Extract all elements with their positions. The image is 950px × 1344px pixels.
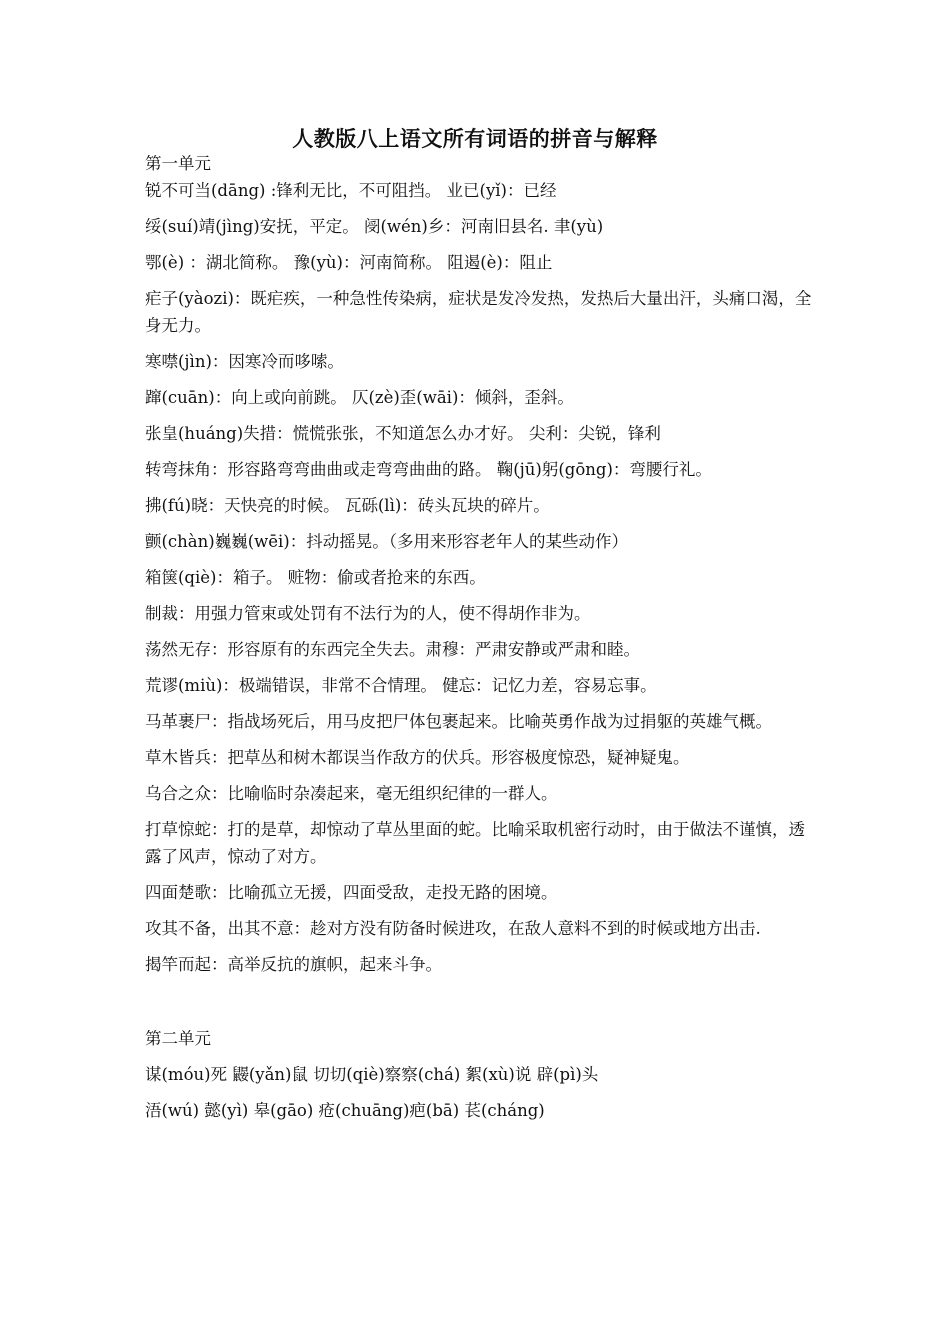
vocab-entry: 疟子(yàozi)：既疟疾，一种急性传染病，症状是发冷发热，发热后大量出汗，头痛口渴，全身无力。 [145, 289, 812, 335]
vocab-entry: 箱箧(qiè)：箱子。 赃物：偷或者抢来的东西。 [145, 568, 486, 587]
vocab-entry: 攻其不备，出其不意：趁对方没有防备时候进攻，在敌人意料不到的时候或地方出击. [145, 919, 761, 938]
document-title: 人教版八上语文所有词语的拼音与解释 [292, 126, 658, 151]
vocab-entry: 草木皆兵：把草丛和树木都误当作敌方的伏兵。形容极度惊恐，疑神疑鬼。 [145, 748, 690, 767]
vocab-entry: 浯(wú) 懿(yì) 皋(gāo) 疮(chuāng)疤(bā) 苌(cháng) [145, 1101, 545, 1120]
vocab-entry: 拂(fú)晓：天快亮的时候。 瓦砾(lì)：砖头瓦块的碎片。 [145, 496, 550, 515]
document-body [145, 150, 815, 1133]
vocab-entry: 四面楚歌：比喻孤立无援，四面受敌，走投无路的困境。 [145, 883, 558, 902]
vocab-entry: 颤(chàn)巍巍(wēi)：抖动摇晃。（多用来形容老年人的某些动作） [145, 532, 628, 551]
vocab-entry: 寒噤(jìn)：因寒冷而哆嗦。 [145, 352, 344, 371]
vocab-entry: 张皇(huáng)失措：慌慌张张，不知道怎么办才好。 尖利：尖锐，锋利 [145, 424, 661, 443]
unit-1-heading: 第一单元 [145, 154, 211, 173]
vocab-entry: 乌合之众：比喻临时杂凑起来，毫无组织纪律的一群人。 [145, 784, 558, 803]
vocab-entry: 荡然无存：形容原有的东西完全失去。肃穆：严肃安静或严肃和睦。 [145, 640, 640, 659]
unit-2-heading: 第二单元 [145, 1029, 211, 1048]
vocab-entry: 蹿(cuān)：向上或向前跳。 仄(zè)歪(wāi)：倾斜，歪斜。 [145, 388, 574, 407]
vocab-entry: 鄂(è) ：湖北简称。 豫(yù)：河南简称。 阻遏(è)：阻止 [145, 253, 553, 272]
vocab-entry: 马革裹尸：指战场死后，用马皮把尸体包裹起来。比喻英勇作战为过捐躯的英雄气概。 [145, 712, 772, 731]
vocab-entry: 谋(móu)死 鼹(yǎn)鼠 切切(qiè)察察(chá) 絮(xù)说 辟(pì)头 [145, 1065, 599, 1084]
vocab-entry: 绥(suí)靖(jìng)安抚，平定。 阌(wén)乡：河南旧县名. 聿(yù) [145, 217, 604, 236]
vocab-entry: 揭竿而起：高举反抗的旗帜，起来斗争。 [145, 955, 442, 974]
vocab-entry: 制裁：用强力管束或处罚有不法行为的人，使不得胡作非为。 [145, 604, 591, 623]
vocab-entry: 锐不可当(dāng) :锋利无比，不可阻挡。 业已(yǐ)：已经 [145, 181, 557, 200]
vocab-entry: 转弯抹角：形容路弯弯曲曲或走弯弯曲曲的路。 鞠(jū)躬(gōng)：弯腰行礼。 [145, 460, 712, 479]
vocab-entry: 打草惊蛇：打的是草，却惊动了草丛里面的蛇。比喻采取机密行动时，由于做法不谨慎，透露了风声，惊动了对方。 [145, 820, 805, 866]
vocab-entry: 荒谬(miù)：极端错误，非常不合情理。 健忘：记忆力差，容易忘事。 [145, 676, 657, 695]
